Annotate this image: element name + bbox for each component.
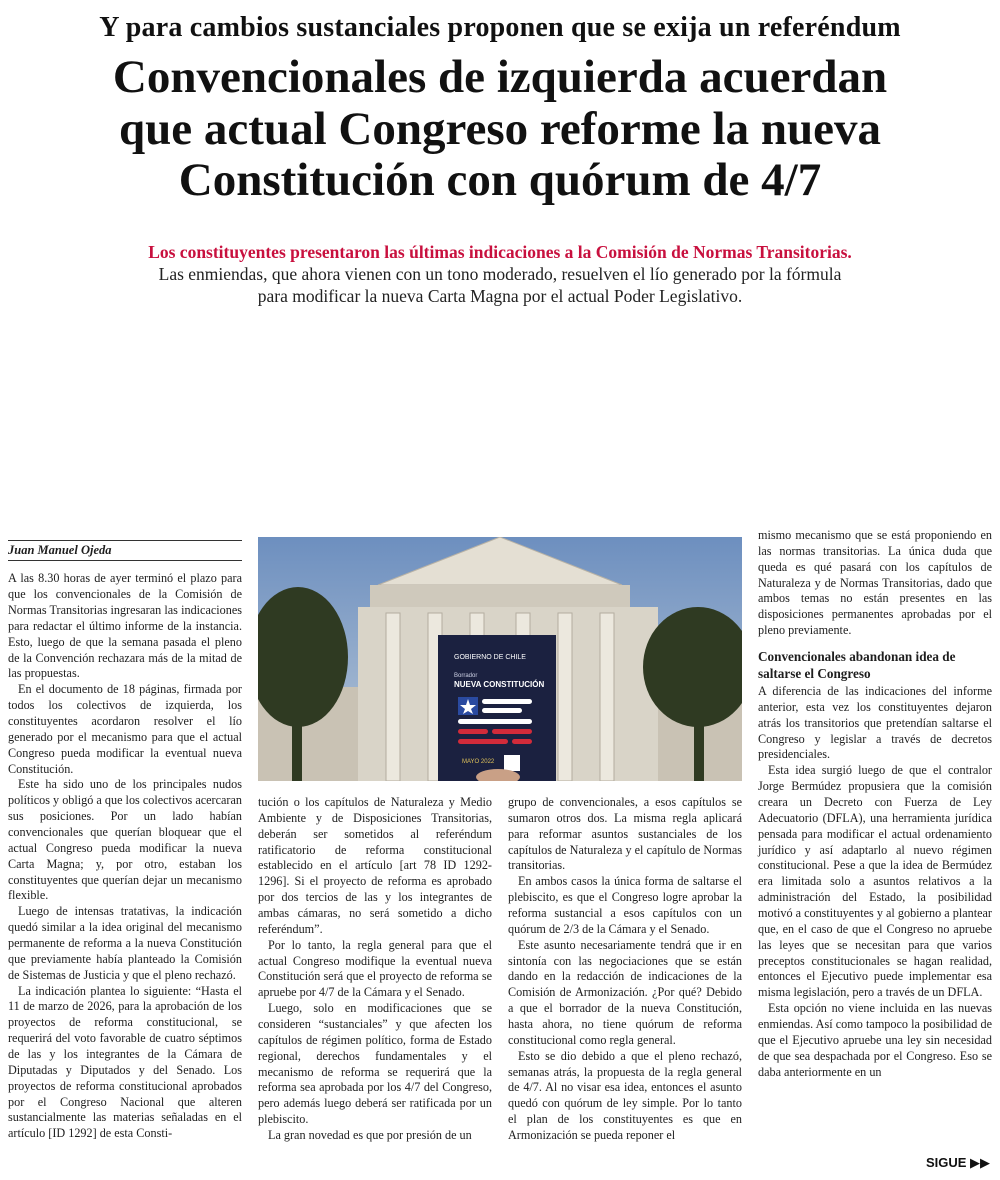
paragraph: grupo de convencionales, a esos capítulos se sumaron otros dos. La misma regla aplicará para reformar asuntos sustanciales de los capítulos de Naturaleza y el capítulo de Normas transitorias. [508, 795, 742, 873]
sign-brand: GOBIERNO DE CHILE [454, 654, 526, 661]
column-1 [8, 540, 242, 1142]
deck-line: Las enmiendas, que ahora vienen con un tono moderado, resuelven el lío generado por la fórmula [158, 264, 842, 284]
congress-building-photo [258, 537, 742, 781]
headline-line: Constitución con quórum de 4/7 [178, 154, 822, 207]
deck [100, 264, 900, 308]
paragraph: mismo mecanismo que se está proponiendo en las normas transitorias. La única duda que queda es qué pasará con los capítulos de Naturaleza y de Normas Transitorias, dado que ambos temas no están presentes en las disposiciones permanentes aprobadas por el pleno previamente. [758, 528, 992, 638]
sign-date: MAYO 2022 [462, 759, 495, 765]
deck-lead: Los constituyentes presentaron las últimas indicaciones a la Comisión de Normas Transitorias. [148, 242, 852, 262]
paragraph: La indicación plantea lo siguiente: “Hasta el 11 de marzo de 2026, para la aprobación de los proyectos de reforma constitucional, se requerirá del voto favorable de cuatro séptimos de las y los integrantes de la Cámara de Diputadas y Diputados y del Senado. Los proyectos de reforma constitucional aprobados por el Congreso Nacional que alteren sustancialmente las materias señaladas en el artículo [ID 1292] de esta Consti- [8, 983, 242, 1141]
continue-marker: SIGUE ▶▶ [925, 1155, 990, 1170]
paragraph: En el documento de 18 páginas, firmada por todos los colectivos de izquierda, los constituyentes acordaron resolver el lío generado por el mecanismo para que el actual Congreso pueda modificar la eventual nueva Constitución. [8, 682, 242, 776]
paragraph: Por lo tanto, la regla general para que el actual Congreso modifique la eventual nueva Constitución será que el proyecto de reforma se apruebe por 4/7 de la Cámara y el Senado. [258, 937, 492, 1000]
paragraph: Luego de intensas tratativas, la indicación quedó similar a la idea original del mecanismo permanente de reforma a la nueva Constitución que previamente había planteado la Comisión de Sistemas de Justicia y que el pleno rechazó. [8, 904, 242, 982]
byline: Juan Manuel Ojeda [8, 540, 242, 561]
sign-title: NUEVA CONSTITUCIÓN [454, 680, 545, 689]
paragraph: Esto se dio debido a que el pleno rechazó, semanas atrás, la propuesta de la regla general de 4/7. Al no visar esa idea, entonces el asunto quedó con quórum de ley simple. Por lo tanto el plan de los constituyentes es que en Armonización se pueda reponer el [508, 1048, 742, 1143]
paragraph: Este asunto necesariamente tendrá que ir en sintonía con las negociaciones que se están dando en la redacción de indicaciones de la Comisión de Armonización. ¿Por qué? Debido a que el borrador de la nueva Constitución, hasta ahora, no tiene quórum de reforma constitucional como regla general. [508, 937, 742, 1047]
deck-line: para modificar la nueva Carta Magna por el actual Poder Legislativo. [257, 285, 743, 306]
column-2 [258, 795, 492, 1144]
paragraph: tución o los capítulos de Naturaleza y Medio Ambiente y de Disposiciones Transitorias, deberán ser sometidos al referéndum ratificatorio de reforma constitucional establecido en el artículo [art 78 ID 1292-1296]. Si el proyecto de reforma es aprobado por dos tercios de las y los integrantes de ambas cámaras, no será sometido a dicho referéndum”. [258, 795, 492, 936]
column-3 [508, 795, 742, 1144]
paragraph: En ambos casos la única forma de saltarse el plebiscito, es que el Congreso logre aprobar la reforma sustancial a esos capítulos con un quórum de 2/3 de la Cámara y el Senado. [508, 874, 742, 936]
paragraph: Luego, solo en modificaciones que se consideren “sustanciales” y que afecten los capítulos de régimen político, forma de Estado regional, derechos fundamentales y el mecanismo de reforma se requerirá que la reforma sea aprobada por los 4/7 del Congreso, pero además luego deberá ser ratificada por un plebiscito. [258, 1001, 492, 1127]
paragraph: A las 8.30 horas de ayer terminó el plazo para que los convencionales de la Comisión de Normas Transitorias ingresaran las indicaciones para redactar el último informe de la instancia. Esto, luego de que la semana pasada el pleno de la Convención rechazara más de la mitad de las propuestas. [8, 571, 242, 681]
section-subhead: Convencionales abandonan idea de saltarse el Congreso [758, 649, 956, 681]
headline [0, 52, 1000, 207]
constitution-sign [438, 635, 556, 781]
paragraph: Este ha sido uno de los principales nudos políticos y obligó a que los colectivos acercaran sus posiciones. Por un lado habían convencionales que querían bloquear que el actual Congreso pueda modificar la nueva Carta Magna; y, por otro, estaban los constituyentes que querían dejar un mecanismo flexible. [8, 777, 242, 903]
sign-small: Borrador [454, 673, 478, 679]
photo-illustration [258, 537, 742, 781]
kicker: Y para cambios sustanciales proponen que se exija un referéndum [99, 12, 901, 43]
paragraph: La gran novedad es que por presión de un [268, 1128, 472, 1143]
headline-line: que actual Congreso reforme la nueva [119, 102, 881, 155]
column-4 [758, 528, 992, 1081]
paragraph: Esta opción no viene incluida en las nuevas enmiendas. Así como tampoco la posibilidad de que el Ejecutivo apruebe una ley sin necesidad de que sea despachada por el Congreso. Eso se daba anteriormente en un [758, 1001, 992, 1079]
paragraph: A diferencia de las indicaciones del informe anterior, esta vez los constituyentes dejaron atrás los transitorios que pretendían saltarse el Congreso y legislar a través de decretos presidenciales. [758, 684, 992, 762]
headline-line: Convencionales de izquierda acuerdan [112, 51, 888, 103]
paragraph: Esta idea surgió luego de que el contralor Jorge Bermúdez propusiera que la comisión creara un Decreto con Fuerza de Ley Adecuatorio (DFLA), una herramienta jurídica pensada para modificar el actual ordenamiento jurídico y así adaptarlo al nuevo régimen constitucional. Pese a que la idea de Bermúdez era limitada solo a asuntos relativos a la administración del Estado, la posibilidad motivó a constituyentes y al gobierno a plantear que, en el caso de que el Congreso no apruebe las leyes que se necesitan para que varios preceptos constitucionales se hagan realidad, entonces el Ejecutivo puede implementar esa misma legislación, pero a través de un DFLA. [758, 763, 992, 1000]
